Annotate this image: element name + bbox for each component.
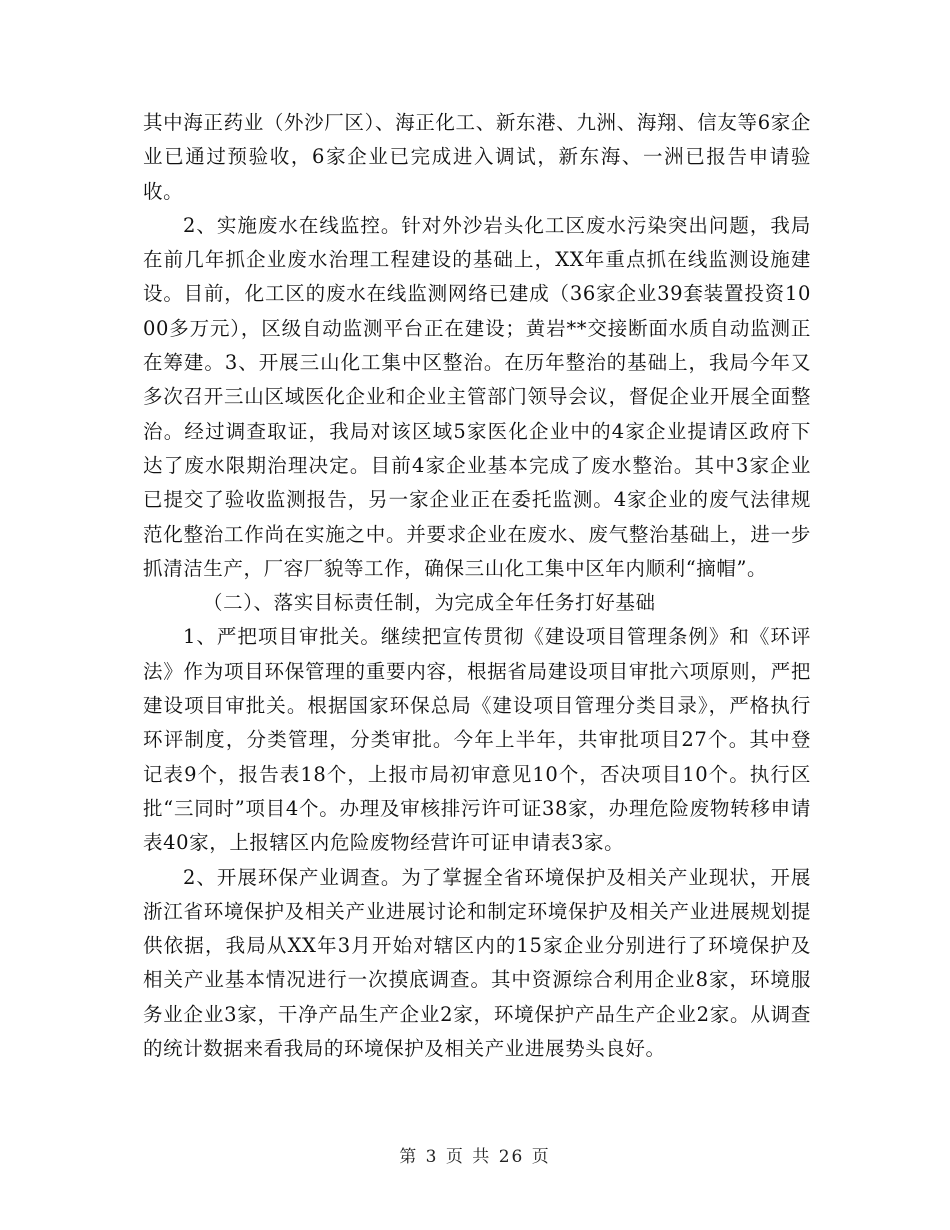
paragraph-industry-survey: 2、开展环保产业调查。为了掌握全省环境保护及相关产业现状，开展浙江省环境保护及相关产业进展讨论和制定环境保护及相关产业进展规划提供依据，我局从XX年3月开始对辖区内的15家企业分别进行了环境保护及相关产业基本情况进行一次摸底调查。其中资源综合利用企业8家，环境服务业企业3家，干净产品生产企业2家，环境保护产品生产企业2家。从调查的统计数据来看我局的环境保护及相关产业进展势头良好。	[143, 865, 811, 1061]
paragraph-project-approval: 1、严把项目审批关。继续把宣传贯彻《建设项目管理条例》和《环评法》作为项目环保管理的重要内容，根据省局建设项目审批六项原则，严把建设项目审批关。根据国家环保总局《建设项目管理分类目录》，严格执行环评制度，分类管理，分类审批。今年上半年，共审批项目27个。其中登记表9个，报告表18个，上报市局初审意见10个，否决项目10个。执行区批“三同时”项目4个。办理及审核排污许可证38家，办理危险废物转移申请表40家，上报辖区内危险废物经营许可证申请表3家。	[143, 625, 811, 855]
section-heading: （二）、落实目标责任制，为完成全年任务打好基础	[203, 591, 656, 615]
paragraph-continuation: 其中海正药业（外沙厂区）、海正化工、新东港、九洲、海翔、信友等6家企业已通过预验收，6家企业已完成进入调试，新东海、一洲已报告申请验收。	[143, 111, 811, 203]
document-body	[143, 106, 811, 1066]
paragraph-wastewater-monitoring: 2、实施废水在线监控。针对外沙岩头化工区废水污染突出问题，我局在前几年抓企业废水治理工程建设的基础上，XX年重点抓在线监测设施建设。目前，化工区的废水在线监测网络已建成（36家企业39套装置投资1000多万元），区级自动监测平台正在建设；黄岩**交接断面水质自动监测正在筹建。3、开展三山化工集中区整治。在历年整治的基础上，我局今年又多次召开三山区域医化企业和企业主管部门领导会议，督促企业开展全面整治。经过调查取证，我局对该区域5家医化企业中的4家企业提请区政府下达了废水限期治理决定。目前4家企业基本完成了废水整治。其中3家企业已提交了验收监测报告，另一家企业正在委托监测。4家企业的废气法律规范化整治工作尚在实施之中。并要求企业在废水、废气整治基础上，进一步抓清洁生产，厂容厂貌等工作，确保三山化工集中区年内顺利“摘帽”。	[143, 213, 811, 580]
page-number-footer: 第 3 页 共 26 页	[399, 1147, 551, 1167]
